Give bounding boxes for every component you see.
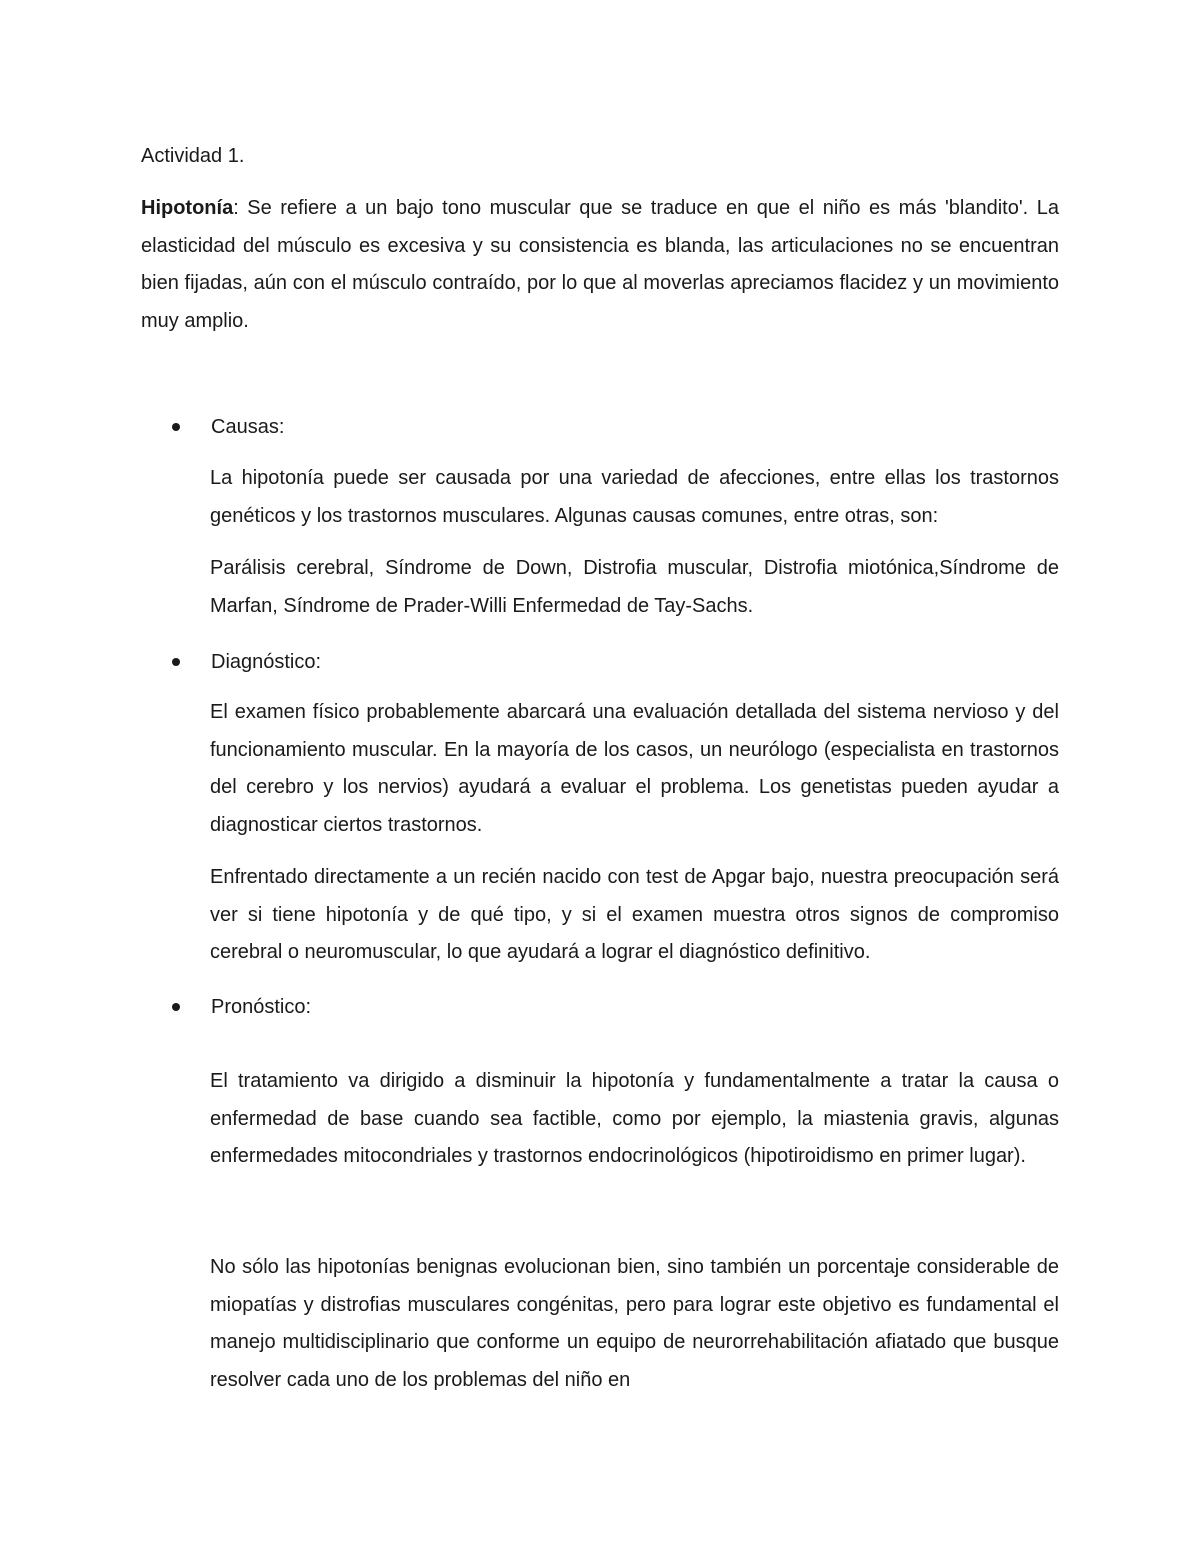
section-heading: Diagnóstico: — [211, 651, 322, 673]
intro-paragraph — [141, 190, 1059, 340]
diagnostico-paragraph-2: Enfrentado directamente a un recién nacido con test de Apgar bajo, nuestra preocupación será ver si tiene hipotonía y de qué tipo, y si el examen muestra otros signos de compromiso cerebral o neuromuscular, lo que ayudará a lograr el diagnóstico definitivo. — [210, 866, 1059, 963]
bullet-dot-icon — [172, 423, 180, 431]
causas-paragraph-2: Parálisis cerebral, Síndrome de Down, Distrofia muscular, Distrofia miotónica,Síndrome de Marfan, Síndrome de Prader-Willi Enfermedad de Tay-Sachs. — [210, 557, 1059, 617]
diagnostico-paragraph-1: El examen físico probablemente abarcará una evaluación detallada del sistema nervioso y del funcionamiento muscular. En la mayoría de los casos, un neurólogo (especialista en trastornos del cerebro y los nervios) ayudará a evaluar el problema. Los genetistas pueden ayudar a diagnosticar ciertos trastornos. — [210, 701, 1059, 836]
section-heading: Causas: — [211, 416, 285, 438]
section-heading: Pronóstico: — [211, 996, 312, 1018]
bullet-dot-icon — [172, 1003, 180, 1011]
intro-term: Hipotonía — [141, 197, 234, 219]
pronostico-paragraph-1: El tratamiento va dirigido a disminuir la hipotonía y fundamentalmente a tratar la causa o enfermedad de base cuando sea factible, como por ejemplo, la miastenia gravis, algunas enfermedades mitocondriales y trastornos endocrinológicos (hipotiroidismo en primer lugar). — [210, 1070, 1059, 1167]
intro-text: : Se refiere a un bajo tono muscular que se traduce en que el niño es más 'blandito'. La elasticidad del músculo es excesiva y su consistencia es blanda, las articulaciones no se encuentran bien fijadas, aún con el músculo contraído, por lo que al moverlas apreciamos flacidez y un movimiento muy amplio. — [141, 197, 1059, 332]
pronostico-paragraph-2: No sólo las hipotonías benignas evolucionan bien, sino también un porcentaje considerable de miopatías y distrofias musculares congénitas, pero para lograr este objetivo es fundamental el manejo multidisciplinario que conforme un equipo de neurorrehabilitación afiatado que busque resolver cada uno de los problemas del niño en — [210, 1256, 1059, 1391]
bullet-dot-icon — [172, 658, 180, 666]
causas-paragraph-1: La hipotonía puede ser causada por una variedad de afecciones, entre ellas los trastornos genéticos y los trastornos musculares. Algunas causas comunes, entre otras, son: — [210, 467, 1059, 527]
document-title: Actividad 1. — [141, 145, 245, 167]
